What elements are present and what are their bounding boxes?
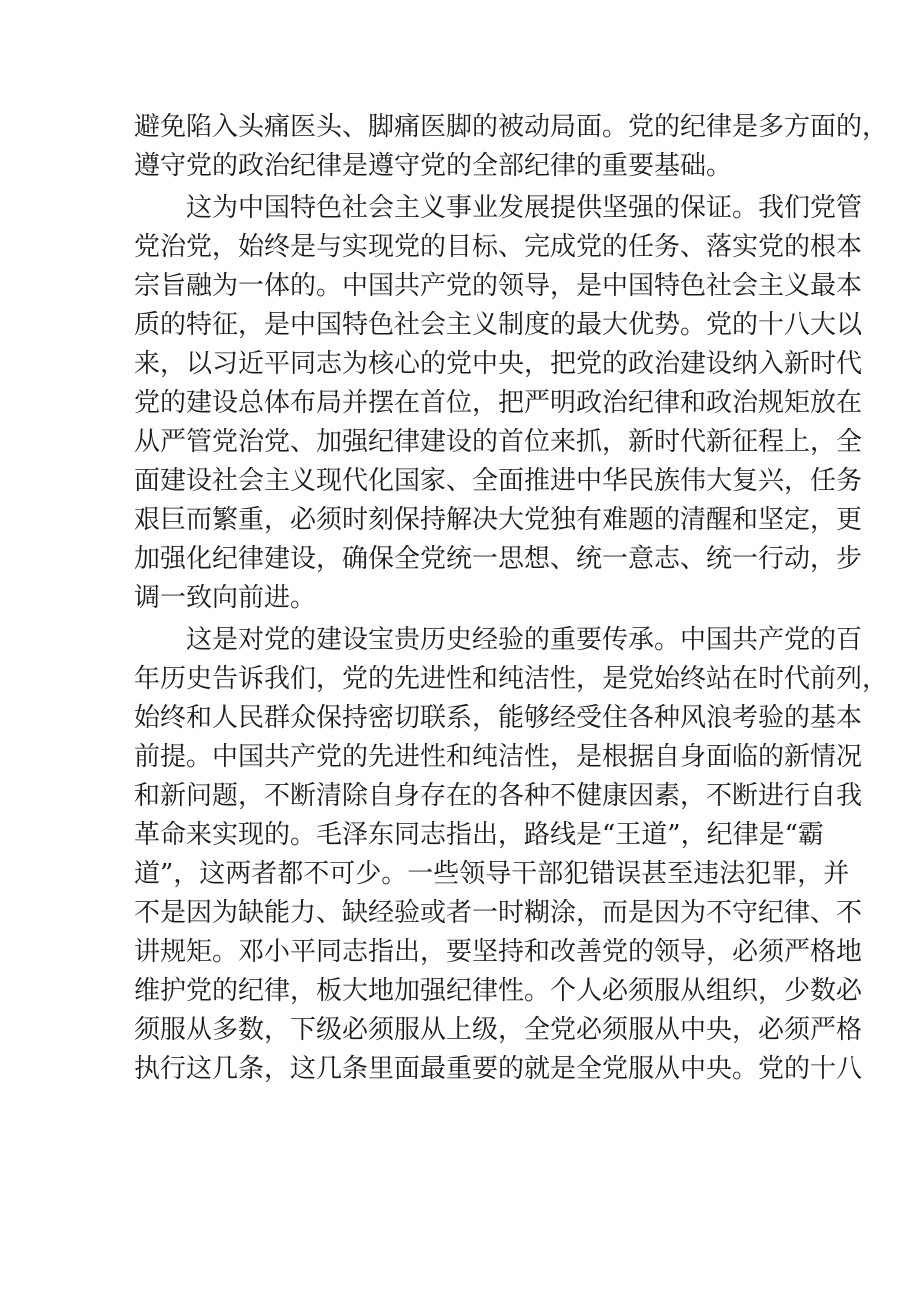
text-line: 执行这几条，这几条里面最重要的就是全党服从中央。党的十八 [134,1054,863,1084]
text-line: 道”，这两者都不可少。一些领导干部犯错误甚至违法犯罪，并 [134,859,850,889]
paragraph-3 [134,621,889,1089]
text-line: 宗旨融为一体的。中国共产党的领导，是中国特色社会主义最本 [134,271,863,301]
text-line: 艰巨而繁重，必须时刻保持解决大党独有难题的清醒和坚定，更 [134,505,863,535]
text-line: 从严管党治党、加强纪律建设的首位来抓，新时代新征程上，全 [134,427,863,457]
text-line: 加强化纪律建设，确保全党统一思想、统一意志、统一行动，步 [134,544,863,574]
paragraph-1 [134,108,889,186]
text-line: 和新问题，不断清除自身存在的各种不健康因素，不断进行自我 [134,781,863,811]
text-line: 维护党的纪律，板大地加强纪律性。个人必须服从组织，少数必 [134,976,863,1006]
paragraph-2 [134,189,863,618]
text-line: 年历史告诉我们，党的先进性和纯洁性，是党始终站在时代前列， [134,664,889,694]
text-line: 来，以习近平同志为核心的党中央，把党的政治建设纳入新时代 [134,349,863,379]
text-line: 避免陷入头痛医头、脚痛医脚的被动局面。党的纪律是多方面的， [134,112,889,142]
text-line: 面建设社会主义现代化国家、全面推进中华民族伟大复兴，任务 [134,466,863,496]
text-line: 须服从多数，下级必须服从上级，全党必须服从中央，必须严格 [134,1015,863,1045]
text-line: 前提。中国共产党的先进性和纯洁性，是根据自身面临的新情况 [134,742,863,772]
text-line: 不是因为缺能力、缺经验或者一时糊涂，而是因为不守纪律、不 [134,898,863,928]
text-line: 党的建设总体布局并摆在首位，把严明政治纪律和政治规矩放在 [134,388,863,418]
text-line: 革命来实现的。毛泽东同志指出，路线是“王道”，纪律是“霸 [134,820,824,850]
text-line: 始终和人民群众保持密切联系，能够经受住各种风浪考验的基本 [134,703,863,733]
document-body [134,108,889,1089]
text-line: 这为中国特色社会主义事业发展提供坚强的保证。我们党管 [186,193,863,223]
text-line: 党治党，始终是与实现党的目标、完成党的任务、落实党的根本 [134,232,863,262]
text-line: 调一致向前进。 [134,583,317,613]
text-line: 这是对党的建设宝贵历史经验的重要传承。中国共产党的百 [186,625,863,655]
text-line: 讲规矩。邓小平同志指出，要坚持和改善党的领导，必须严格地 [134,937,863,967]
text-line: 质的特征，是中国特色社会主义制度的最大优势。党的十八大以 [134,310,863,340]
text-line: 遵守党的政治纪律是遵守党的全部纪律的重要基础。 [134,151,733,181]
